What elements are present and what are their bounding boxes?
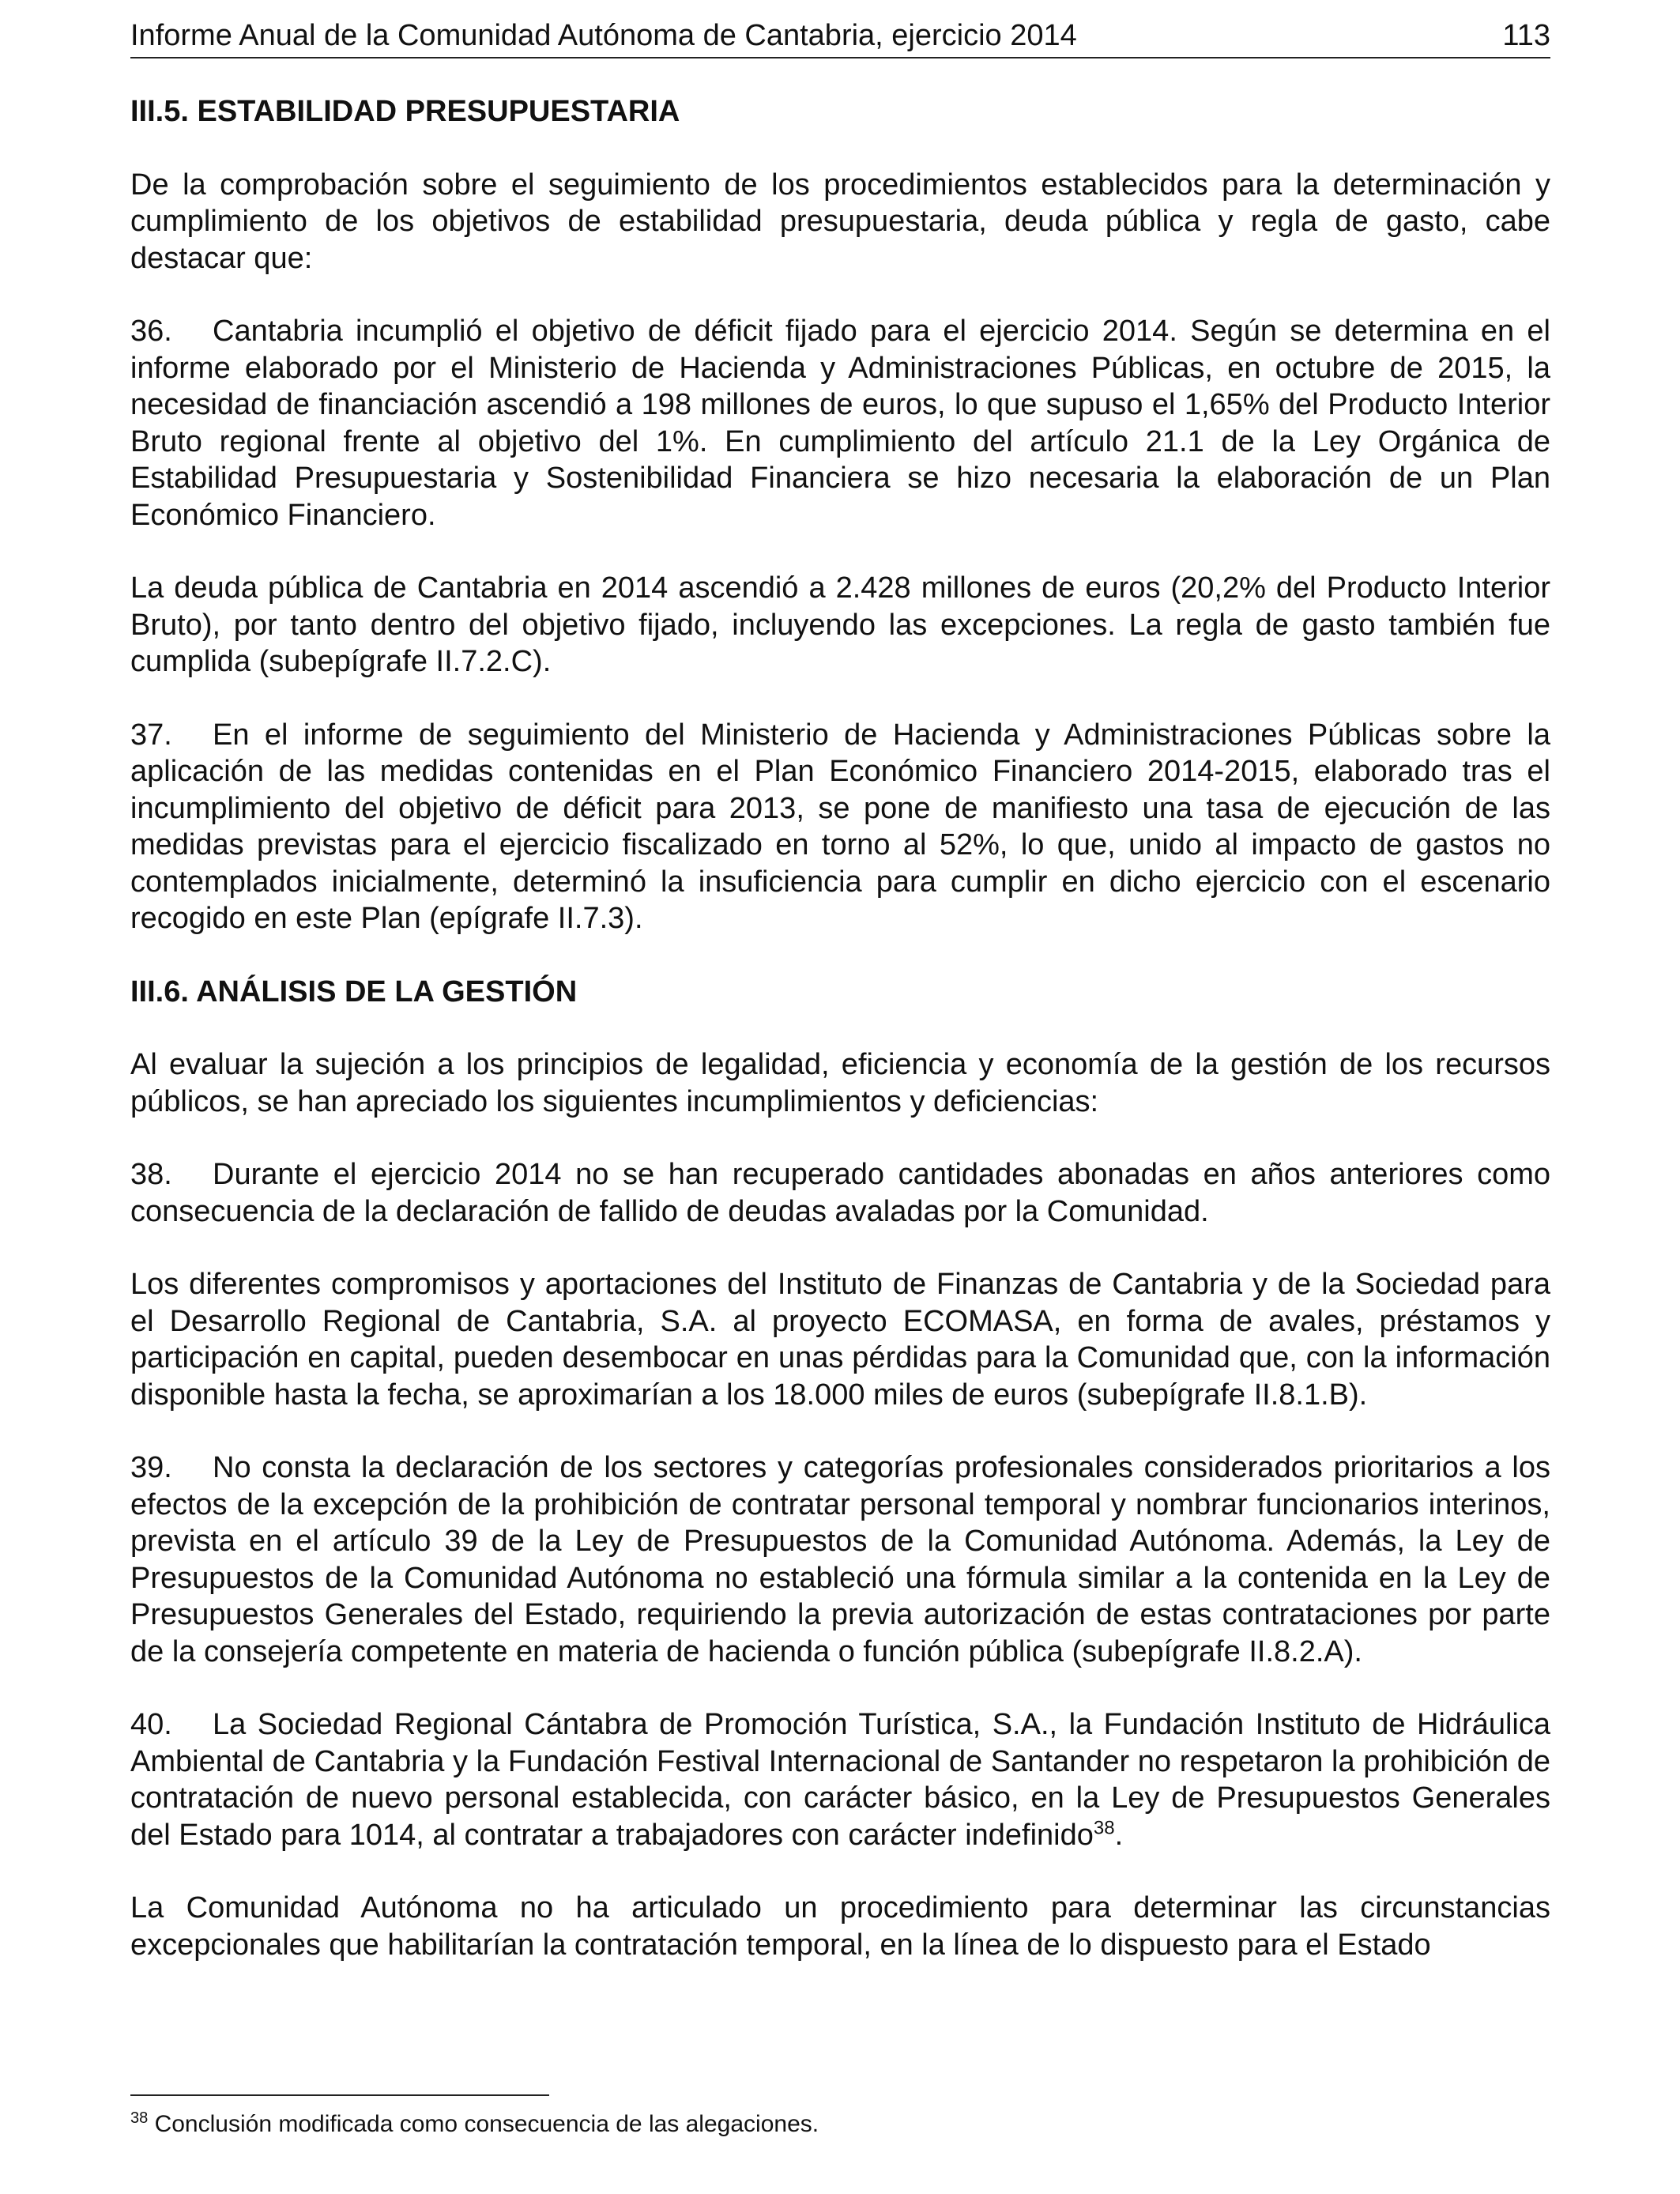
paragraph-38-continuation: Los diferentes compromisos y aportaciones del Instituto de Finanzas de Cantabria y de la Sociedad para el Desarrollo Regional de Cantabria, S.A. al proyecto ECOMASA, en forma de avales, préstamos y participación en capital, pueden desembocar en unas pérdidas para la Comunidad que, con la información disponible hasta la fecha, se aproximarían a los 18.000 miles de euros (subepígrafe II.8.1.B).	[130, 1268, 1550, 1412]
footnote-marker: 38	[130, 2109, 149, 2127]
paragraph-40-continuation: La Comunidad Autónoma no ha articulado un procedimiento para determinar las circunstancias excepcionales que habilitarían la contratación temporal, en la línea de lo dispuesto para el Estado	[130, 1891, 1550, 1962]
paragraph-40	[130, 1706, 1550, 1853]
paragraph-end: .	[1114, 1818, 1124, 1852]
header-title: Informe Anual de la Comunidad Autónoma de Cantabria, ejercicio 2014	[130, 19, 1077, 52]
footnote-text: Conclusión modificada como consecuencia de las alegaciones.	[148, 2111, 819, 2137]
section-heading-gestion: III.6. ANÁLISIS DE LA GESTIÓN	[130, 974, 578, 1008]
footnote	[130, 2109, 819, 2140]
section-heading-estabilidad: III.5. ESTABILIDAD PRESUPUESTARIA	[130, 95, 680, 128]
footnote-divider	[130, 2094, 549, 2096]
paragraph-39	[130, 1449, 1550, 1670]
paragraph-text: La Sociedad Regional Cántabra de Promoción Turística, S.A., la Fundación Instituto de Hidráulica Ambiental de Cantabria y la Fundación Festival Internacional de Santander no respetaron la prohibición de contratación de nuevo personal establecida, con carácter básico, en la Ley de Presupuestos Generales del Estado para 1014, al contratar a trabajadores con carácter indefinido	[130, 1708, 1550, 1852]
paragraph-number: 36.	[130, 315, 172, 348]
paragraph-text: No consta la declaración de los sectores y categorías profesionales considerados prioritarios a los efectos de la excepción de la prohibición de contratar personal temporal y nombrar funcionarios interinos, prevista en el artículo 39 de la Ley de Presupuestos de la Comunidad Autónoma. Además, la Ley de Presupuestos de la Comunidad Autónoma no estableció una fórmula similar a la contenida en la Ley de Presupuestos Generales del Estado, requiriendo la previa autorización de estas contrataciones por parte de la consejería competente en materia de hacienda o función pública (subepígrafe II.8.2.A).	[130, 1451, 1550, 1668]
document-body	[130, 93, 1550, 2000]
paragraph-number: 40.	[130, 1708, 172, 1741]
paragraph-number: 38.	[130, 1158, 172, 1191]
paragraph-36	[130, 313, 1550, 533]
paragraph-text: Durante el ejercicio 2014 no se han recuperado cantidades abonadas en años anteriores como consecuencia de la declaración de fallido de deudas avaladas por la Comunidad.	[130, 1158, 1550, 1228]
paragraph-text: En el informe de seguimiento del Ministerio de Hacienda y Administraciones Públicas sobre la aplicación de las medidas contenidas en el Plan Económico Financiero 2014-2015, elaborado tras el incumplimiento del objetivo de déficit para 2013, se pone de manifiesto una tasa de ejecución de las medidas previstas para el ejercicio fiscalizado en torno al 52%, lo que, unido al impacto de gastos no contemplados inicialmente, determinó la insuficiencia para cumplir en dicho ejercicio con el escenario recogido en este Plan (epígrafe II.7.3).	[130, 718, 1550, 935]
document-page	[130, 0, 1550, 2194]
section-intro-estabilidad: De la comprobación sobre el seguimiento de los procedimientos establecidos para la determinación y cumplimiento de los objetivos de estabilidad presupuestaria, deuda pública y regla de gasto, cabe destacar que:	[130, 168, 1550, 275]
paragraph-36-continuation: La deuda pública de Cantabria en 2014 ascendió a 2.428 millones de euros (20,2% del Producto Interior Bruto), por tanto dentro del objetivo fijado, incluyendo las excepciones. La regla de gasto también fue cumplida (subepígrafe II.7.2.C).	[130, 571, 1550, 678]
paragraph-number: 39.	[130, 1451, 172, 1484]
footnote-reference[interactable]: 38	[1093, 1816, 1115, 1838]
paragraph-text: Cantabria incumplió el objetivo de déficit fijado para el ejercicio 2014. Según se determina en el informe elaborado por el Ministerio de Hacienda y Administraciones Públicas, en octubre de 2015, la necesidad de financiación ascendió a 198 millones de euros, lo que supuso el 1,65% del Producto Interior Bruto regional frente al objetivo del 1%. En cumplimiento del artículo 21.1 de la Ley Orgánica de Estabilidad Presupuestaria y Sostenibilidad Financiera se hizo necesaria la elaboración de un Plan Económico Financiero.	[130, 315, 1550, 532]
paragraph-number: 37.	[130, 718, 172, 752]
page-number: 113	[1502, 19, 1550, 52]
paragraph-37	[130, 717, 1550, 937]
page-header	[130, 16, 1550, 58]
section-intro-gestion: Al evaluar la sujeción a los principios de legalidad, eficiencia y economía de la gestión de los recursos públicos, se han apreciado los siguientes incumplimientos y deficiencias:	[130, 1048, 1550, 1118]
paragraph-38	[130, 1156, 1550, 1230]
